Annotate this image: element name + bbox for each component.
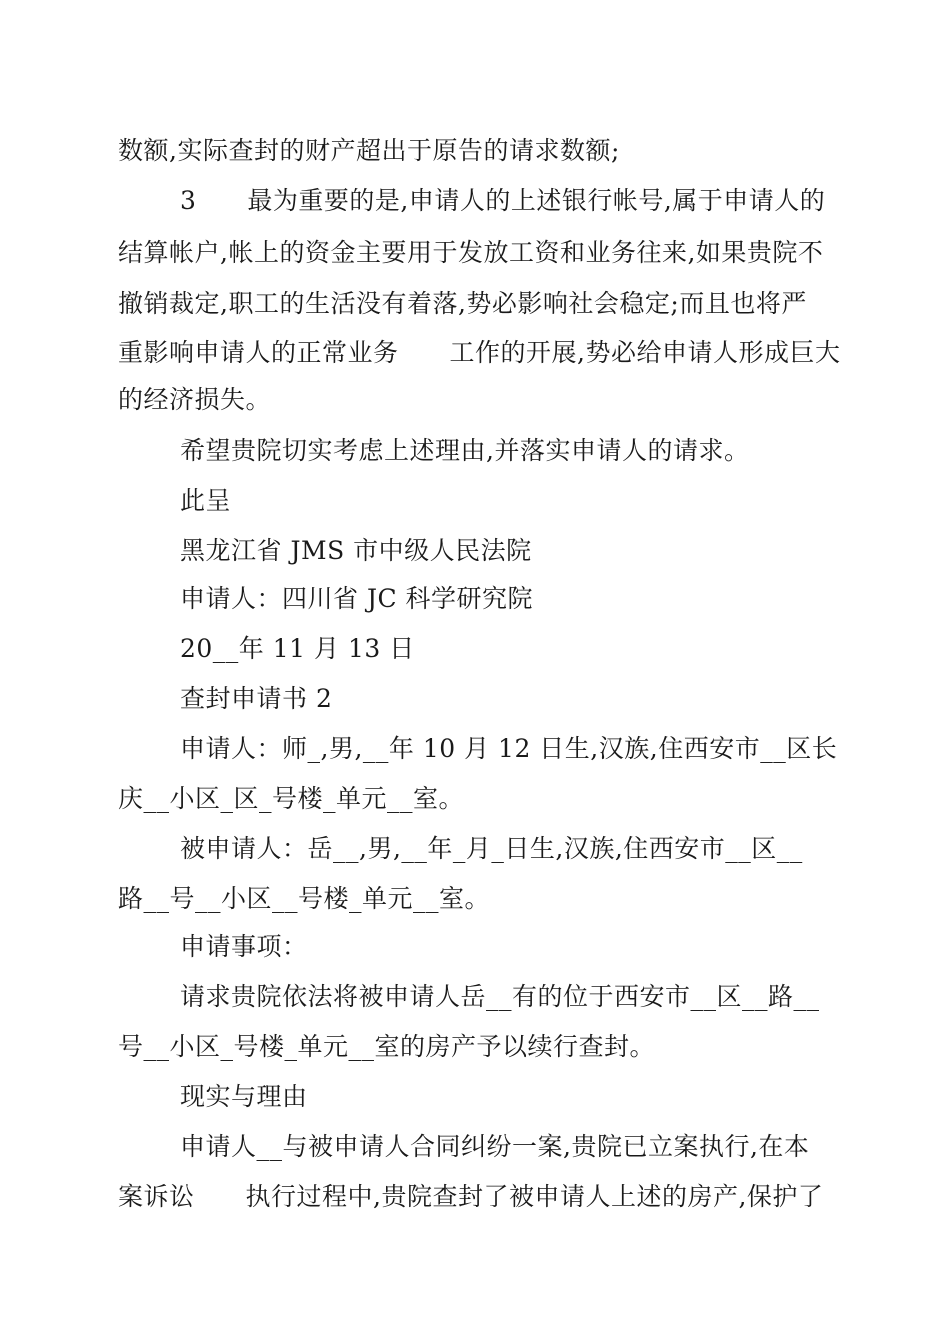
text-line: 申请事项： (180, 932, 308, 961)
text-line: 申请人：师_,男,__年 10 月 12 日生,汉族,住西安市__区长 (180, 734, 838, 763)
text-line: 庆__小区_区_号楼_单元__室。 (118, 784, 465, 813)
document-subtitle: 查封申请书 2 (180, 684, 333, 713)
text-line: 数额,实际查封的财产超出于原告的请求数额; (118, 136, 620, 165)
text-line: 撤销裁定,职工的生活没有着落,势必影响社会稳定;而且也将严 (118, 289, 807, 318)
text-line: 20__年 11 月 13 日 (180, 634, 415, 663)
text-line: 申请人：四川省 JC 科学研究院 (180, 584, 534, 613)
text-line: 路__号__小区__号楼_单元__室。 (118, 884, 491, 913)
text-line: 此呈 (180, 486, 232, 515)
text-line: 现实与理由 (180, 1082, 308, 1111)
text-line: 3 最为重要的是,申请人的上述银行帐号,属于申请人的 (180, 186, 826, 215)
text-line: 请求贵院依法将被申请人岳__有的位于西安市__区__路__ (180, 982, 820, 1011)
text-line: 申请人__与被申请人合同纠纷一案,贵院已立案执行,在本 (180, 1132, 810, 1161)
text-line: 黑龙江省 JMS 市中级人民法院 (180, 536, 532, 565)
text-line: 结算帐户,帐上的资金主要用于发放工资和业务往来,如果贵院不 (118, 238, 824, 267)
text-line: 重影响申请人的正常业务 工作的开展,势必给申请人形成巨大 (118, 338, 841, 367)
text-line: 希望贵院切实考虑上述理由,并落实申请人的请求。 (180, 436, 750, 465)
text-line: 的经济损失。 (118, 385, 272, 414)
text-line: 案诉讼 执行过程中,贵院查封了被申请人上述的房产,保护了 (118, 1182, 824, 1211)
text-line: 被申请人：岳__,男,__年_月_日生,汉族,住西安市__区__ (180, 834, 803, 863)
text-line: 号__小区_号楼_单元__室的房产予以续行查封。 (118, 1032, 656, 1061)
